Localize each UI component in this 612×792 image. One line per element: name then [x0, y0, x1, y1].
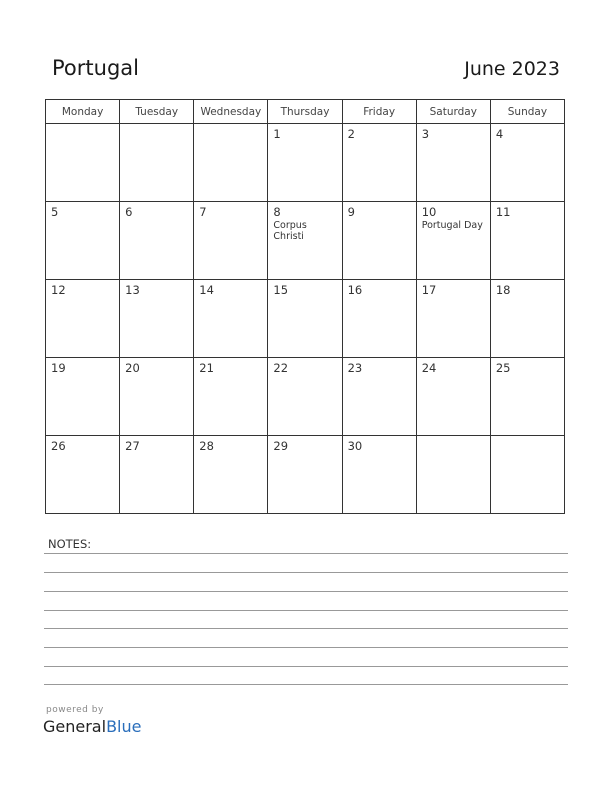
day-cell — [268, 124, 342, 202]
day-number: 9 — [347, 205, 355, 219]
day-number: 29 — [273, 439, 289, 453]
brand-general-text: General — [43, 717, 107, 736]
day-cell — [490, 202, 564, 280]
day-cell — [194, 358, 268, 436]
day-cell — [342, 202, 416, 280]
day-cell — [268, 436, 342, 514]
day-cell — [194, 436, 268, 514]
weekday-header-row — [46, 100, 565, 124]
day-number: 27 — [125, 439, 140, 453]
day-number: 16 — [347, 283, 363, 297]
day-cell — [416, 280, 490, 358]
note-line — [44, 553, 568, 554]
week-row — [46, 436, 565, 514]
day-number: 3 — [421, 127, 430, 141]
day-number: 11 — [495, 205, 511, 219]
day-number: 1 — [273, 127, 281, 141]
day-cell — [342, 358, 416, 436]
day-number: 14 — [199, 283, 214, 297]
day-number: 25 — [495, 361, 511, 375]
day-number: 18 — [495, 283, 511, 297]
day-cell — [490, 358, 564, 436]
day-cell — [120, 124, 194, 202]
weekday-thursday: Thursday — [268, 100, 342, 124]
note-line — [44, 628, 568, 629]
notes-label: NOTES: — [48, 537, 92, 551]
day-number: 8 — [273, 205, 281, 219]
day-number: 30 — [347, 439, 363, 453]
day-cell — [120, 280, 194, 358]
week-row — [46, 202, 565, 280]
day-cell — [342, 280, 416, 358]
day-number: 5 — [51, 205, 59, 219]
day-number: 4 — [495, 127, 504, 141]
day-number: 15 — [273, 283, 289, 297]
country-title: Portugal — [52, 56, 139, 80]
day-number: 24 — [421, 361, 437, 375]
day-number: 21 — [199, 361, 214, 375]
day-number: 13 — [125, 283, 140, 297]
day-number: 12 — [51, 283, 66, 297]
day-number: 10 — [421, 205, 437, 219]
brand-blue-text: Blue — [106, 717, 142, 736]
day-cell — [120, 358, 194, 436]
day-cell — [46, 202, 120, 280]
day-cell — [490, 280, 564, 358]
holiday-portugal-day: Portugal Day — [421, 220, 483, 231]
weekday-monday: Monday — [46, 100, 120, 124]
note-line — [44, 610, 568, 611]
day-cell — [46, 124, 120, 202]
day-cell — [120, 202, 194, 280]
day-cell — [490, 124, 564, 202]
day-cell — [342, 436, 416, 514]
day-cell — [268, 358, 342, 436]
note-line — [44, 684, 568, 685]
day-number: 17 — [421, 283, 437, 297]
day-cell — [416, 202, 490, 280]
day-cell — [46, 436, 120, 514]
day-cell — [342, 124, 416, 202]
powered-by-text: powered by — [46, 705, 104, 715]
day-cell — [46, 280, 120, 358]
holiday-corpus-christi: Corpus Christi — [273, 220, 307, 242]
weekday-sunday: Sunday — [490, 100, 564, 124]
day-cell — [416, 358, 490, 436]
note-line — [44, 666, 568, 667]
week-row — [46, 280, 565, 358]
month-year-title: June 2023 — [464, 58, 560, 80]
day-number: 7 — [199, 205, 207, 219]
day-number: 2 — [347, 127, 355, 141]
calendar-grid — [45, 99, 565, 514]
day-cell — [268, 280, 342, 358]
day-cell — [194, 280, 268, 358]
day-number: 22 — [273, 361, 289, 375]
week-row — [46, 358, 565, 436]
day-number: 19 — [51, 361, 66, 375]
day-number: 20 — [125, 361, 140, 375]
day-cell — [490, 436, 564, 514]
day-cell — [46, 358, 120, 436]
note-line — [44, 572, 568, 573]
weekday-saturday: Saturday — [416, 100, 490, 124]
day-cell — [194, 124, 268, 202]
day-number: 6 — [125, 205, 133, 219]
weekday-wednesday: Wednesday — [194, 100, 268, 124]
day-cell — [194, 202, 268, 280]
generalblue-logo — [43, 717, 141, 736]
day-number: 23 — [347, 361, 363, 375]
note-line — [44, 647, 568, 648]
day-cell — [268, 202, 342, 280]
day-cell — [416, 436, 490, 514]
day-number: 28 — [199, 439, 214, 453]
day-cell — [416, 124, 490, 202]
week-row — [46, 124, 565, 202]
weekday-friday: Friday — [342, 100, 416, 124]
note-line — [44, 591, 568, 592]
day-cell — [120, 436, 194, 514]
day-number: 26 — [51, 439, 66, 453]
weekday-tuesday: Tuesday — [120, 100, 194, 124]
